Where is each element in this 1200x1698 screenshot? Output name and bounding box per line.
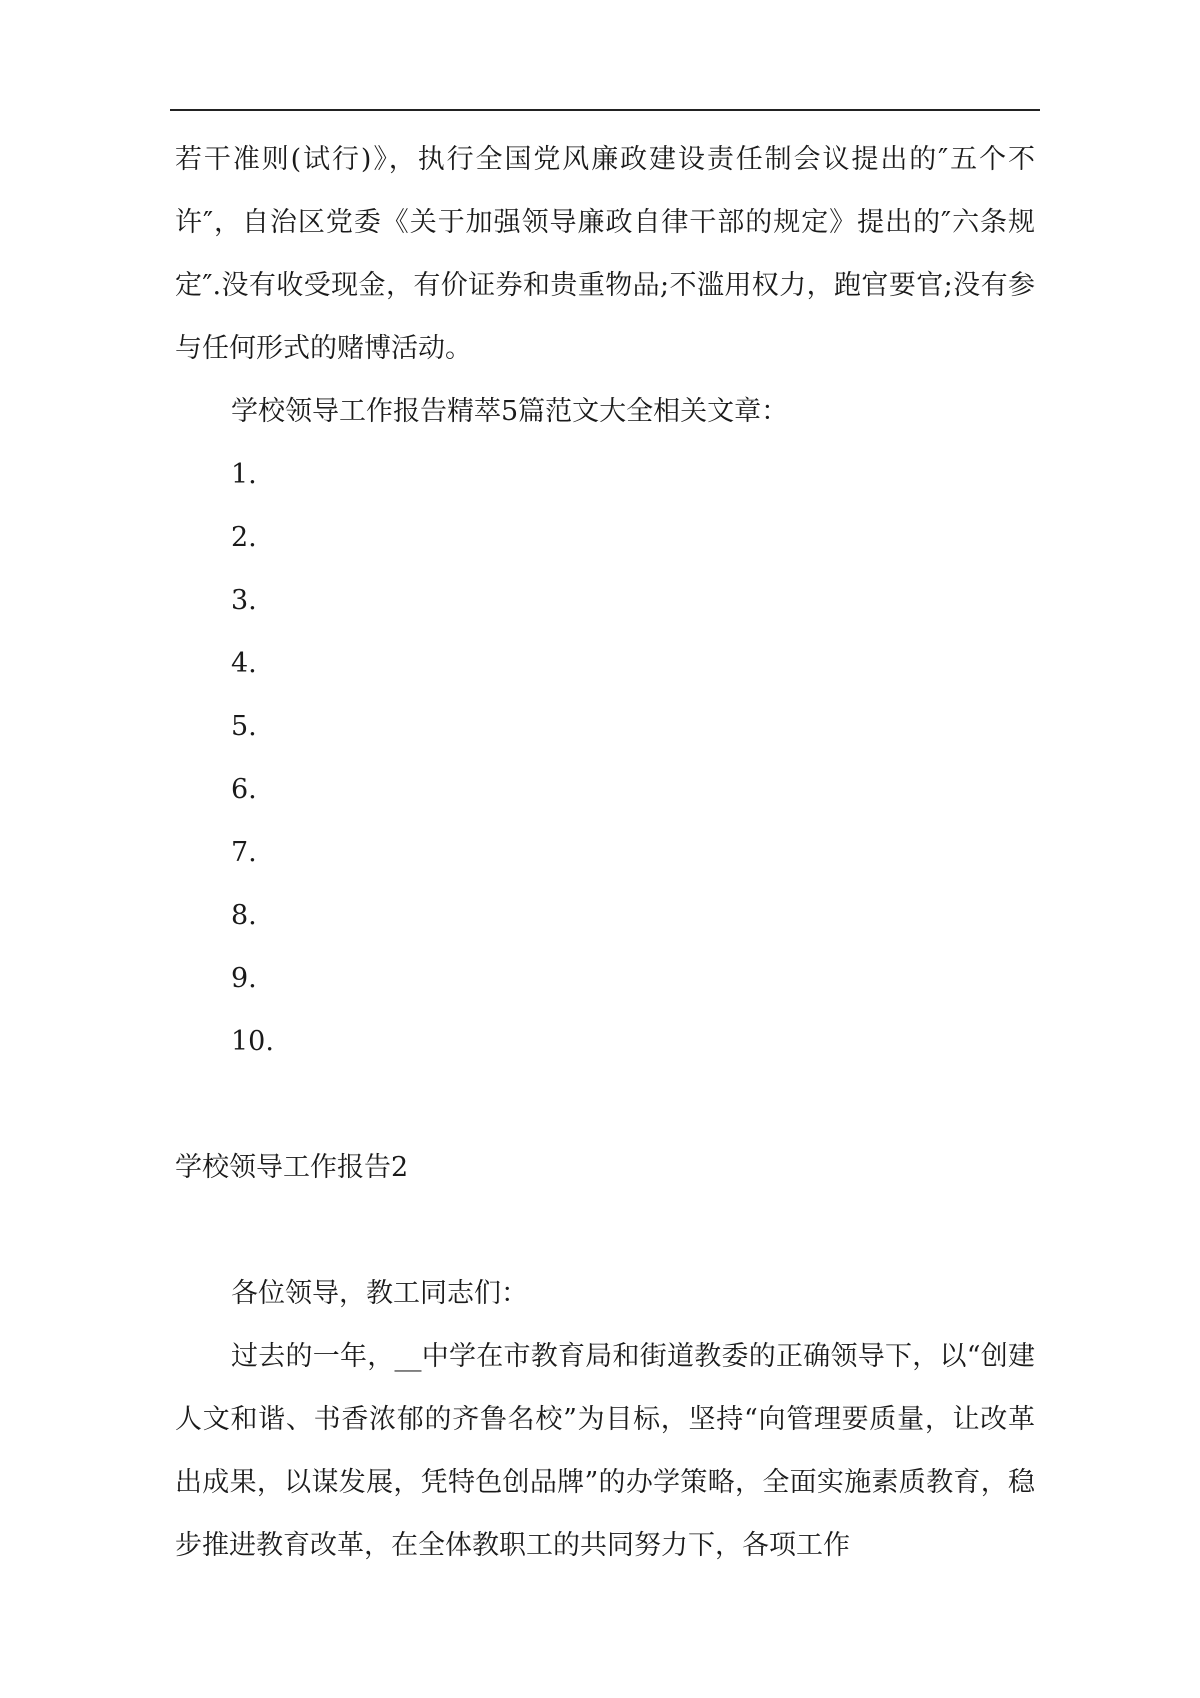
section-title: 学校领导工作报告2 [175,1152,409,1183]
list-item[interactable]: 5. [231,711,257,742]
list-item[interactable]: 1. [231,459,257,490]
list-item[interactable]: 2. [231,522,257,553]
body-paragraph: 过去的一年，__中学在市教育局和街道教委的正确领导下，以“创建人文和谐、书香浓郁的齐鲁名校”为目标，坚持“向管理要质量，让改革出成果，以谋发展，凭特色创品牌”的办学策略，全面实施素质教育，稳步推进教育改革，在全体教职工的共同努力下，各项工作 [175,1341,1035,1561]
list-item[interactable]: 3. [231,585,257,616]
salutation: 各位领导，教工同志们： [231,1278,528,1309]
header-rule [170,109,1040,111]
related-articles-heading: 学校领导工作报告精萃5篇范文大全相关文章： [231,396,789,427]
list-item[interactable]: 6. [231,774,257,805]
continuation-paragraph: 若干准则(试行)》，执行全国党风廉政建设责任制会议提出的″五个不许″，自治区党委《关于加强领导廉政自律干部的规定》提出的″六条规定″.没有收受现金，有价证券和贵重物品;不滥用权力，跑官要官;没有参与任何形式的赌博活动。 [175,144,1035,364]
page-content [175,128,1035,1577]
spacer [175,1199,1035,1262]
related-articles-list [175,443,1035,1073]
list-item[interactable]: 4. [231,648,257,679]
list-item[interactable]: 9. [231,963,257,994]
spacer [175,1073,1035,1136]
list-item[interactable]: 7. [231,837,257,868]
list-item[interactable]: 10. [231,1026,274,1057]
list-item[interactable]: 8. [231,900,257,931]
